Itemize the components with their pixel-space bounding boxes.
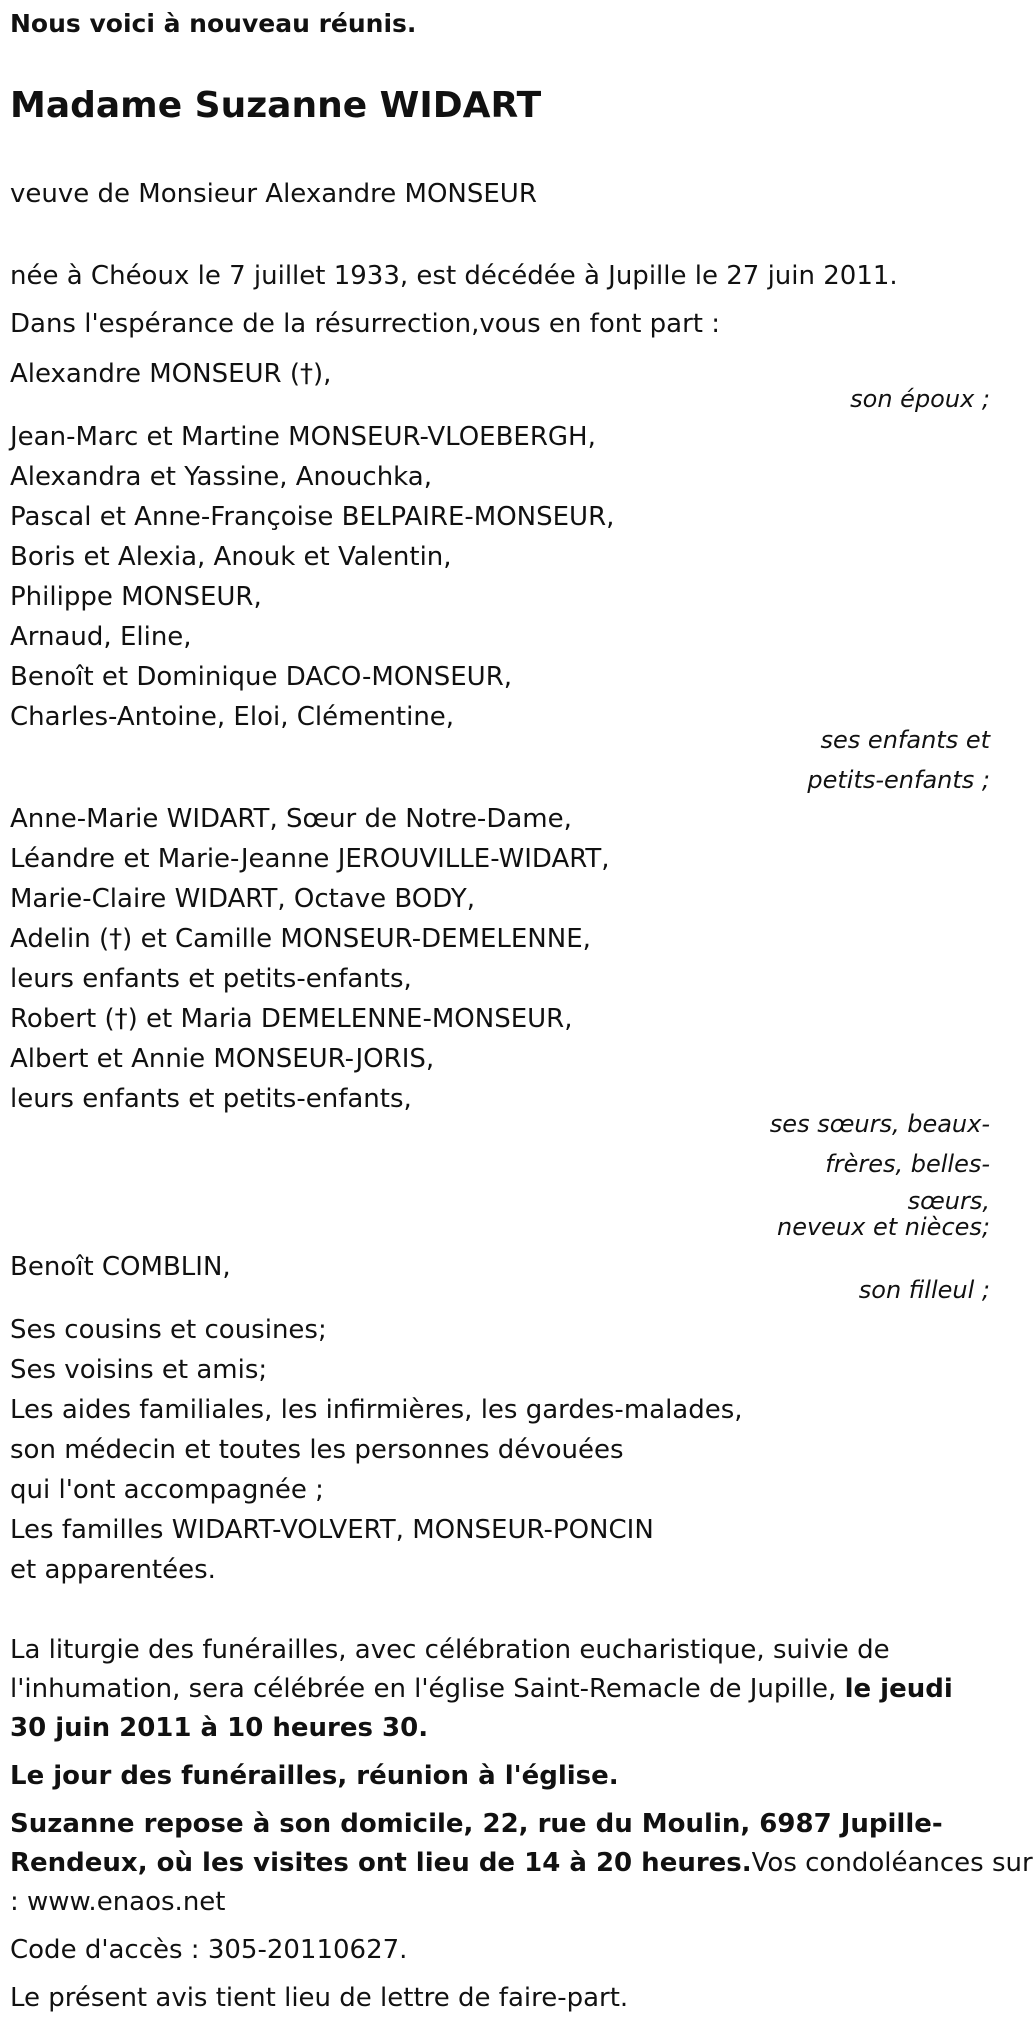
siblings-role: ses sœurs, beaux- <box>769 1110 990 1138</box>
other-line: Ses cousins et cousines; <box>10 1315 327 1345</box>
liturgy-line-1: La liturgie des funérailles, avec célébration eucharistique, suivie de <box>10 1635 890 1665</box>
meeting-line: Le jour des funérailles, réunion à l'église. <box>10 1761 619 1791</box>
siblings-role: sœurs, <box>907 1187 990 1215</box>
sibling-line: Robert (†) et Maria DEMELENNE-MONSEUR, <box>10 1004 573 1034</box>
child-line: Philippe MONSEUR, <box>10 582 262 612</box>
hope-line: Dans l'espérance de la résurrection,vous en font part : <box>10 309 721 339</box>
child-line: Benoît et Dominique DACO-MONSEUR, <box>10 662 513 692</box>
sibling-line: leurs enfants et petits-enfants, <box>10 1084 412 1114</box>
other-line: son médecin et toutes les personnes dévouées <box>10 1435 624 1465</box>
sibling-line: Albert et Annie MONSEUR-JORIS, <box>10 1044 435 1074</box>
other-line: Les aides familiales, les infirmières, les gardes-malades, <box>10 1395 743 1425</box>
sibling-line: Léandre et Marie-Jeanne JEROUVILLE-WIDART, <box>10 844 610 874</box>
child-line: Alexandra et Yassine, Anouchka, <box>10 462 432 492</box>
sibling-line: Anne-Marie WIDART, Sœur de Notre-Dame, <box>10 804 572 834</box>
godson-role: son filleul ; <box>858 1276 990 1304</box>
condolences-text: Vos condoléances sur <box>751 1848 1033 1878</box>
other-line: Ses voisins et amis; <box>10 1355 268 1385</box>
child-line: Charles-Antoine, Eloi, Clémentine, <box>10 702 455 732</box>
liturgy-line-2 <box>10 1671 953 1707</box>
liturgy-line-3: 30 juin 2011 à 10 heures 30. <box>10 1713 429 1743</box>
rest-line-2 <box>10 1845 1033 1881</box>
child-line: Arnaud, Eline, <box>10 622 192 652</box>
rest-line-3: : www.enaos.net <box>10 1887 226 1917</box>
godson-name: Benoît COMBLIN, <box>10 1252 231 1282</box>
children-role: petits-enfants ; <box>807 766 990 794</box>
other-line: et apparentées. <box>10 1555 216 1585</box>
birth-death-line: née à Chéoux le 7 juillet 1933, est décédée à Jupille le 27 juin 2011. <box>10 261 898 291</box>
deceased-name: Madame Suzanne WIDART <box>10 85 542 126</box>
liturgy-text: l'inhumation, sera célébrée en l'église Saint-Remacle de Jupille, <box>10 1674 837 1704</box>
sibling-line: Marie-Claire WIDART, Octave BODY, <box>10 884 476 914</box>
siblings-role: neveux et nièces; <box>777 1213 990 1241</box>
child-line: Pascal et Anne-Françoise BELPAIRE-MONSEUR, <box>10 502 615 532</box>
other-line: Les familles WIDART-VOLVERT, MONSEUR-PONCIN <box>10 1515 654 1545</box>
sibling-line: Adelin (†) et Camille MONSEUR-DEMELENNE, <box>10 924 591 954</box>
child-line: Boris et Alexia, Anouk et Valentin, <box>10 542 452 572</box>
notice-line: Le présent avis tient lieu de lettre de faire-part. <box>10 1983 629 2013</box>
liturgy-date-bold: le jeudi <box>844 1674 953 1704</box>
siblings-role: frères, belles- <box>825 1150 990 1178</box>
spouse-role: son époux ; <box>850 385 990 413</box>
child-line: Jean-Marc et Martine MONSEUR-VLOEBERGH, <box>10 422 596 452</box>
children-role: ses enfants et <box>820 726 990 754</box>
widow-line: veuve de Monsieur Alexandre MONSEUR <box>10 179 537 209</box>
sibling-line: leurs enfants et petits-enfants, <box>10 964 412 994</box>
spouse-name: Alexandre MONSEUR (†), <box>10 359 332 389</box>
intro-line: Nous voici à nouveau réunis. <box>10 9 417 38</box>
rest-line-1: Suzanne repose à son domicile, 22, rue du Moulin, 6987 Jupille- <box>10 1809 943 1839</box>
other-line: qui l'ont accompagnée ; <box>10 1475 324 1505</box>
access-code-line: Code d'accès : 305-20110627. <box>10 1935 408 1965</box>
rest-bold-text: Rendeux, où les visites ont lieu de 14 à 20 heures. <box>10 1848 752 1878</box>
